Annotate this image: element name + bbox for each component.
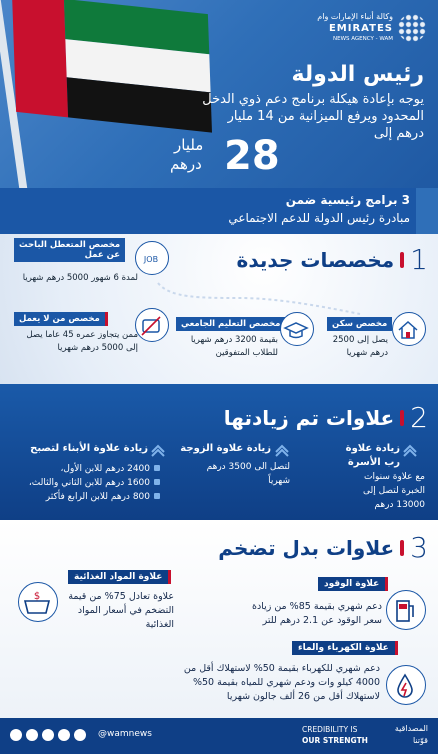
food-allowance-text: علاوة تعادل 75% من قيمة التضخم في أسعار المواد الغذائية bbox=[68, 591, 174, 630]
housing-label: مخصص سكن bbox=[327, 317, 392, 331]
section3-bar bbox=[400, 540, 404, 556]
job-seeker-text: لمدة 6 شهور 5000 درهم شهريا bbox=[22, 273, 138, 283]
header bbox=[0, 0, 438, 188]
programs-line2: مبادرة رئيس الدولة للدعم الاجتماعي bbox=[228, 211, 410, 225]
chevron-up-icon bbox=[150, 442, 166, 458]
svg-text:JOB: JOB bbox=[143, 255, 159, 264]
section3-title: علاوات بدل تضخم bbox=[218, 536, 395, 560]
university-label: مخصص التعليم الجامعي bbox=[176, 317, 285, 331]
social-handle[interactable]: @wamnews bbox=[98, 729, 152, 739]
head-of-family-text: مع علاوة سنوات الخبرة لتصل إلى 13000 درهم bbox=[363, 472, 425, 510]
amount-number: 28 bbox=[224, 133, 280, 179]
facebook-icon[interactable] bbox=[58, 729, 70, 741]
tiktok-icon[interactable] bbox=[74, 729, 86, 741]
wife-allowance-title: زيادة علاوة الزوجة bbox=[180, 443, 271, 454]
wam-dots-icon bbox=[398, 14, 426, 42]
footer bbox=[0, 718, 438, 754]
section2-number: 2 bbox=[410, 401, 428, 434]
university-text: بقيمة 3200 درهم شهريا للطلاب المتفوقين bbox=[190, 335, 278, 358]
agency-sub: NEWS AGENCY - WAM bbox=[332, 36, 393, 42]
section-new-allocations bbox=[0, 188, 438, 384]
children-allowance-title: زيادة علاوة الأبناء لتصبح bbox=[30, 443, 148, 454]
electricity-water-text: دعم شهري للكهرباء بقيمة 50% لاستهلاك أقل من 4000 كيلو وات ودعم شهري للمياه بقيمة 50% لاستهلاك أقل من 26 ألف جالون شهريا bbox=[183, 663, 380, 702]
credibility-ar-line2: قوّتنا bbox=[412, 736, 428, 745]
chevron-up-icon bbox=[274, 442, 290, 458]
section2-title: علاوات تم زيادتها bbox=[223, 406, 395, 430]
wam-logo bbox=[301, 12, 426, 50]
housing-text: يصل إلى 2500 درهم شهريا bbox=[332, 335, 388, 358]
list-item: 2400 درهم للابن الأول، bbox=[10, 462, 160, 476]
food-allowance-label: علاوة المواد الغذائية bbox=[68, 570, 171, 584]
twitter-icon[interactable] bbox=[26, 729, 38, 741]
section2-bar bbox=[400, 410, 404, 426]
credibility-en-line1: CREDIBILITY IS bbox=[302, 725, 358, 734]
chevron-up-icon bbox=[402, 442, 418, 458]
house-icon bbox=[392, 312, 426, 346]
fuel-allowance-label: علاوة الوقود bbox=[318, 577, 388, 591]
agency-name-en: EMIRATES bbox=[328, 23, 393, 34]
credibility-ar-line1: المصداقية bbox=[394, 724, 428, 733]
section-inflation-allowances bbox=[0, 520, 438, 718]
list-item: 800 درهم للابن الرابع فأكثر bbox=[10, 490, 160, 504]
wife-allowance-text: لتصل الى 3500 درهم شهرياً bbox=[206, 462, 290, 486]
programs-number: 3 bbox=[401, 193, 410, 207]
section2-heading bbox=[223, 401, 428, 434]
amount-unit-dirham: درهم bbox=[170, 155, 202, 173]
amount-unit-billion: مليار bbox=[174, 136, 204, 154]
headline: يوجه بإعادة هيكلة برنامج دعم ذوي الدخل المحدود ويرفع الميزانية من 14 مليار درهم إلى bbox=[202, 92, 424, 141]
svg-text:$: $ bbox=[33, 591, 41, 602]
instagram-icon[interactable] bbox=[42, 729, 54, 741]
section1-title: مخصصات جديدة bbox=[236, 248, 395, 272]
list-item: 1600 درهم للابن الثاني والثالث، bbox=[10, 476, 160, 490]
electricity-water-label: علاوة الكهرباء والماء bbox=[292, 641, 398, 655]
agency-name-ar: وكالة أنباء الإمارات وام bbox=[317, 12, 393, 21]
unemployed-label: مخصص من لا يعمل bbox=[14, 312, 108, 326]
water-drop-bolt-icon bbox=[386, 665, 426, 705]
section-increased-allowances bbox=[0, 384, 438, 520]
head-of-family-title: زيادة علاوة رب الأسرة bbox=[345, 443, 400, 468]
no-work-icon bbox=[135, 308, 169, 342]
section1-number: 1 bbox=[410, 243, 428, 276]
section3-number: 3 bbox=[410, 531, 428, 564]
job-seeker-label: مخصص المتعطل الباحث عن عمل bbox=[14, 238, 125, 262]
programs-line1-text: برامج رئيسية ضمن bbox=[285, 193, 398, 207]
youtube-icon[interactable] bbox=[10, 729, 22, 741]
fuel-allowance-text: دعم شهري بقيمة 85% من زيادة سعر الوقود عن 2.1 درهم للتر bbox=[251, 601, 382, 626]
fuel-pump-icon bbox=[386, 590, 426, 630]
unemployed-text: ممن يتجاوز عمره 45 عاما يصل إلى 5000 درهم شهريا bbox=[26, 330, 138, 353]
credibility-en-line2: OUR STRENGTH bbox=[302, 736, 368, 745]
grocery-basket-icon bbox=[18, 582, 58, 622]
children-allowance-list bbox=[10, 462, 160, 504]
section3-heading bbox=[218, 531, 428, 564]
graduation-cap-icon bbox=[280, 312, 314, 346]
page-title: رئيس الدولة bbox=[291, 62, 424, 87]
